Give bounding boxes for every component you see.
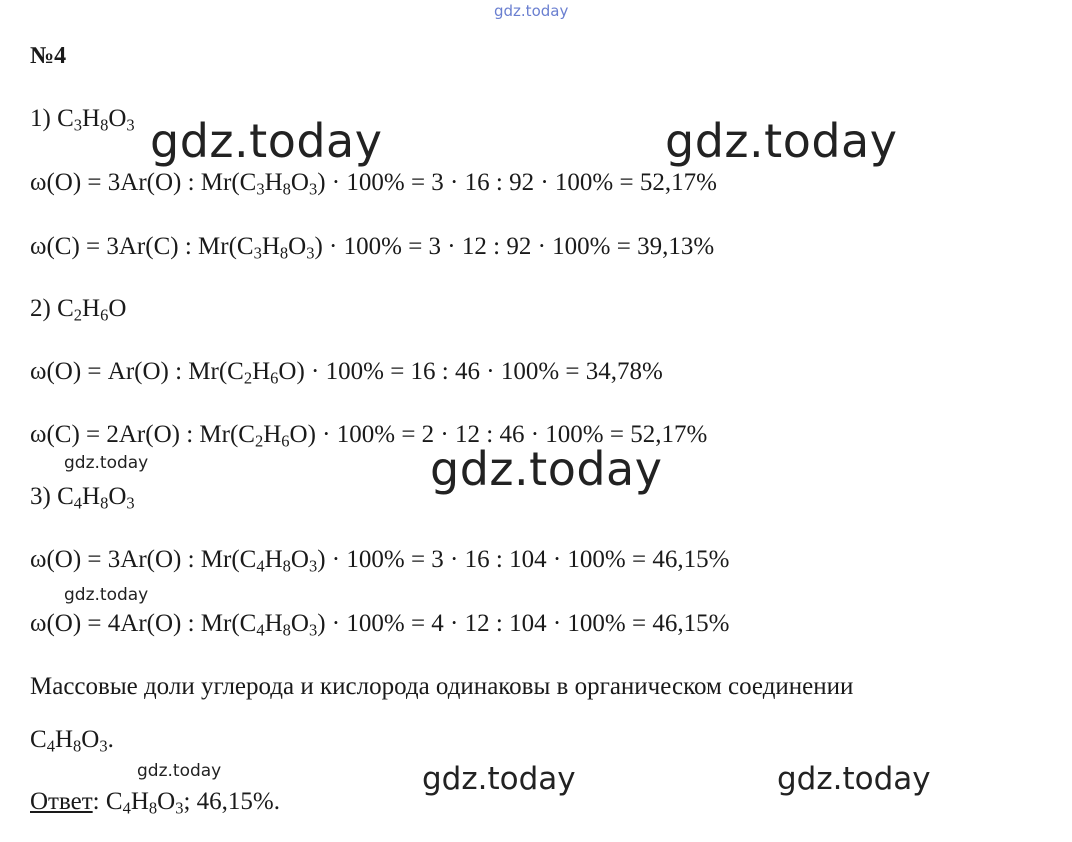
element-symbol: H [82, 295, 101, 322]
section-2-heading [30, 295, 127, 325]
element-symbol: H [82, 105, 101, 132]
subscript: 8 [73, 736, 82, 756]
watermark: gdz.today [494, 2, 569, 20]
element-symbol: H [264, 610, 283, 637]
subscript: 4 [256, 620, 265, 640]
watermark: gdz.today [64, 453, 149, 473]
subscript: 2 [243, 368, 253, 388]
element-symbol: C [105, 788, 123, 815]
subscript: 3 [99, 736, 108, 756]
chem-formula [57, 483, 135, 513]
subscript: 3 [175, 798, 184, 818]
watermark: gdz.today [150, 114, 383, 168]
equation-pre: ω(O) = 3Ar(O) : Mr( [30, 169, 240, 196]
subscript: 3 [308, 179, 318, 199]
chem-formula [239, 546, 318, 576]
answer-label: Ответ [30, 788, 93, 815]
section-number: 2) [30, 295, 58, 322]
element-symbol: O [157, 788, 176, 815]
conclusion-formula [30, 726, 114, 756]
subscript: 3 [253, 243, 262, 263]
element-symbol: H [264, 169, 283, 196]
chem-formula [30, 726, 108, 756]
element-symbol: C [239, 546, 257, 573]
equation-post: ) · 100% = 4 · 12 : 104 · 100% = 46,15% [317, 610, 730, 637]
section-3-equation-carbon [30, 610, 730, 640]
subscript: 6 [281, 431, 290, 451]
equation-post: ) · 100% = 2 · 12 : 46 · 100% = 52,17% [307, 421, 708, 448]
element-symbol: O [108, 295, 127, 322]
element-symbol: O [290, 546, 309, 573]
element-symbol: H [130, 788, 149, 815]
subscript: 6 [270, 368, 279, 388]
element-symbol: O [108, 483, 127, 510]
subscript: 8 [282, 179, 291, 199]
chem-formula [57, 295, 127, 325]
problem-title: №4 [30, 43, 67, 69]
element-symbol: C [57, 295, 74, 322]
conclusion-post: . [107, 726, 114, 753]
element-symbol: H [263, 421, 282, 448]
chem-formula [236, 233, 315, 263]
equation-post: ) · 100% = 3 · 16 : 92 · 100% = 52,17% [317, 169, 717, 196]
element-symbol: H [261, 233, 280, 260]
subscript: 4 [122, 798, 131, 818]
subscript: 8 [282, 620, 291, 640]
element-symbol: H [82, 483, 101, 510]
chem-formula [238, 421, 308, 451]
element-symbol: O [108, 105, 127, 132]
watermark: gdz.today [64, 585, 149, 605]
subscript: 8 [100, 115, 109, 135]
section-number: 3) [30, 483, 58, 510]
watermark: gdz.today [777, 761, 931, 797]
element-symbol: C [236, 233, 254, 260]
section-1-equation-oxygen [30, 169, 717, 199]
element-symbol: O [81, 726, 100, 753]
equation-post: ) · 100% = 16 : 46 · 100% = 34,78% [296, 358, 663, 385]
element-symbol: H [264, 546, 283, 573]
equation-post: ) · 100% = 3 · 16 : 104 · 100% = 46,15% [317, 546, 730, 573]
equation-pre: ω(C) = 3Ar(C) : Mr( [30, 233, 237, 260]
element-symbol: C [238, 421, 255, 448]
element-symbol: O [290, 610, 309, 637]
subscript: 3 [256, 179, 265, 199]
element-symbol: O [278, 358, 297, 385]
element-symbol: C [239, 169, 257, 196]
subscript: 8 [148, 798, 158, 818]
element-symbol: H [54, 726, 73, 753]
element-symbol: C [57, 105, 74, 132]
equation-post: ) · 100% = 3 · 12 : 92 · 100% = 39,13% [314, 233, 715, 260]
conclusion-text: Массовые доли углерода и кислорода одинаковы в органическом соединении [30, 673, 854, 700]
equation-pre: ω(O) = 3Ar(O) : Mr( [30, 546, 240, 573]
element-symbol: C [57, 483, 74, 510]
subscript: 6 [100, 305, 109, 325]
equation-pre: ω(O) = Ar(O) : Mr( [30, 358, 228, 385]
element-symbol: C [30, 726, 47, 753]
element-symbol: C [239, 610, 257, 637]
element-symbol: O [289, 421, 308, 448]
subscript: 2 [73, 305, 83, 325]
chem-formula [239, 169, 318, 199]
subscript: 4 [46, 736, 55, 756]
subscript: 3 [73, 115, 83, 135]
watermark: gdz.today [430, 442, 663, 496]
section-2-equation-oxygen [30, 358, 663, 388]
element-symbol: O [290, 169, 309, 196]
subscript: 8 [282, 556, 291, 576]
subscript: 8 [279, 243, 289, 263]
chem-formula [227, 358, 297, 388]
chem-formula [57, 105, 135, 135]
section-1-equation-carbon [30, 233, 715, 263]
answer-line [30, 788, 280, 818]
subscript: 3 [308, 556, 318, 576]
section-number: 1) [30, 105, 58, 132]
answer-post: ; 46,15%. [183, 788, 280, 815]
subscript: 3 [308, 620, 318, 640]
subscript: 4 [256, 556, 265, 576]
section-1-heading [30, 105, 135, 135]
section-3-heading [30, 483, 135, 513]
subscript: 8 [100, 493, 109, 513]
chem-formula [239, 610, 318, 640]
element-symbol: C [227, 358, 244, 385]
subscript: 2 [254, 431, 264, 451]
equation-pre: ω(C) = 2Ar(O) : Mr( [30, 421, 239, 448]
subscript: 3 [306, 243, 315, 263]
answer-sep: : [92, 788, 106, 815]
element-symbol: H [252, 358, 271, 385]
watermark: gdz.today [665, 114, 898, 168]
subscript: 4 [73, 493, 83, 513]
watermark: gdz.today [137, 761, 222, 781]
subscript: 3 [126, 493, 135, 513]
element-symbol: O [288, 233, 307, 260]
equation-pre: ω(O) = 4Ar(O) : Mr( [30, 610, 240, 637]
watermark: gdz.today [422, 761, 576, 797]
subscript: 3 [126, 115, 135, 135]
section-3-equation-oxygen [30, 546, 730, 576]
chem-formula [105, 788, 184, 818]
